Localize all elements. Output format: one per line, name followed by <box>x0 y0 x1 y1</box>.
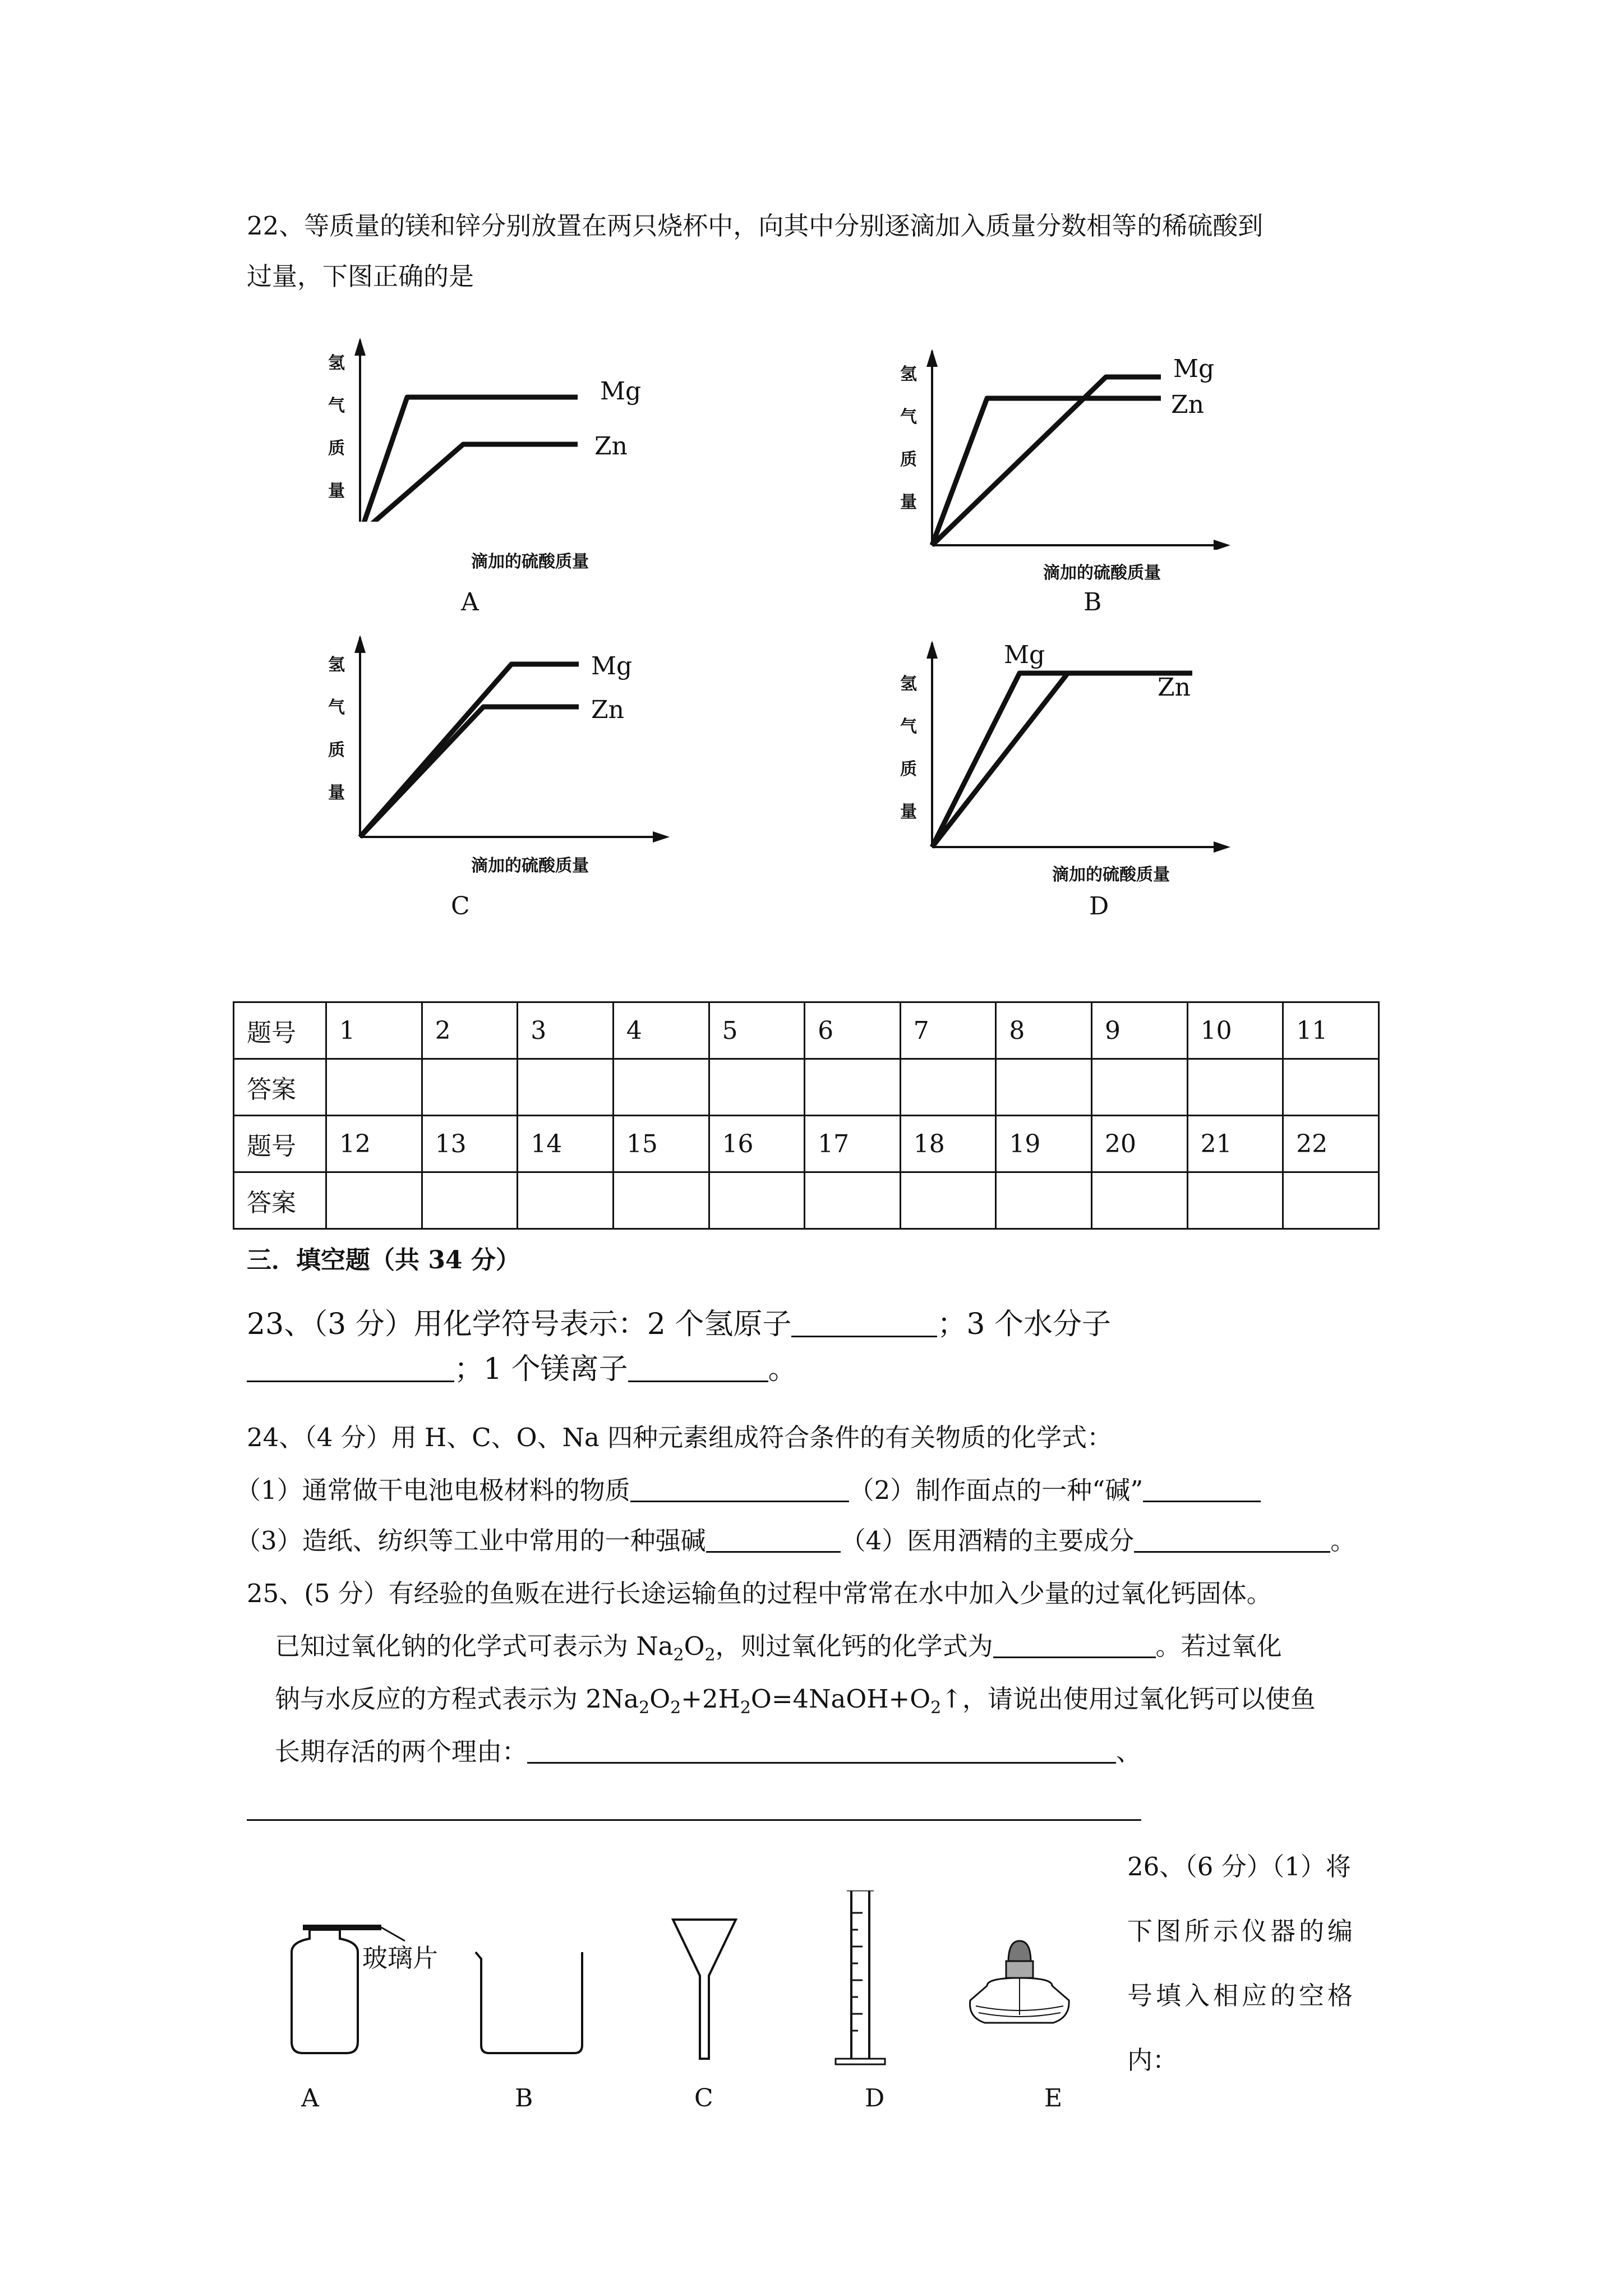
table-cell: 5 <box>709 1002 805 1059</box>
graph-d-y-char-3: 质 <box>900 760 917 779</box>
q25-line4 <box>275 1739 1141 1764</box>
q25-l3e: +2H <box>681 1684 740 1714</box>
graph-c-y-char-4: 量 <box>328 783 345 803</box>
table-cell: 3 <box>518 1002 614 1059</box>
table-cell: 22 <box>1283 1116 1379 1172</box>
answer-header: 答案 <box>234 1059 326 1116</box>
q25-l3c: O <box>649 1684 671 1714</box>
q26-line3: 号填入相应的空格 <box>1127 1981 1357 2010</box>
answer-cell[interactable] <box>805 1059 901 1116</box>
graph-c-x-arrow <box>653 831 670 843</box>
q24-part-1: （1）通常做干电池电极材料的物质 <box>236 1475 630 1505</box>
q25-l2f: 。若过氧化 <box>1155 1631 1282 1661</box>
q25-l3h: 2 <box>930 1698 942 1718</box>
table-cell: 17 <box>805 1116 901 1172</box>
q25-l3b: 2 <box>639 1698 650 1718</box>
graph-c-x-label: 滴加的硫酸质量 <box>471 856 589 876</box>
answer-header: 答案 <box>234 1172 326 1229</box>
section-3-heading: 三．填空题（共 34 分） <box>247 1246 520 1274</box>
graph-a-y-char-2: 气 <box>328 396 345 416</box>
table-cell: 12 <box>326 1116 422 1172</box>
q24-blank-2[interactable] <box>1143 1478 1261 1502</box>
table-cell: 21 <box>1187 1116 1283 1172</box>
table-cell: 1 <box>326 1002 422 1059</box>
apparatus-label-e: E <box>1044 2084 1063 2113</box>
table-cell: 6 <box>805 1002 901 1059</box>
graph-b-mg-line <box>932 377 1161 545</box>
table-row <box>234 1116 1379 1172</box>
graph-c-y-char-3: 质 <box>328 740 345 760</box>
q26-line1: 26、（6 分）（1）将 <box>1127 1852 1351 1881</box>
answer-cell[interactable] <box>518 1059 614 1116</box>
q23-blank-2[interactable] <box>247 1358 454 1382</box>
graph-a-y-char-1: 氢 <box>328 353 345 373</box>
q23-line1 <box>247 1310 1111 1339</box>
graph-d-zn-label: Zn <box>1158 673 1191 702</box>
q22-line1: 22、等质量的镁和锌分别放置在两只烧杯中，向其中分别逐滴加入质量分数相等的稀硫酸到 <box>247 211 1264 241</box>
q24-line1 <box>236 1475 1261 1505</box>
q24-end: 。 <box>1330 1526 1356 1556</box>
graph-b <box>897 348 1234 583</box>
q23-blank-1[interactable] <box>791 1313 937 1337</box>
graph-a-plot <box>320 337 673 522</box>
table-cell: 16 <box>709 1116 805 1172</box>
answer-cell[interactable] <box>1187 1172 1283 1229</box>
graph-a-y-char-4: 量 <box>328 481 345 501</box>
table-cell: 8 <box>996 1002 1092 1059</box>
graph-c-zn-line <box>360 707 579 837</box>
table-row <box>234 1002 1379 1059</box>
q24-part-4: （4）医用酒精的主要成分 <box>840 1526 1135 1556</box>
q25-l3f: 2 <box>740 1698 751 1718</box>
answer-cell[interactable] <box>1187 1059 1283 1116</box>
answer-cell[interactable] <box>900 1059 996 1116</box>
q25-line1: 25、(5 分）有经验的鱼贩在进行长途运输鱼的过程中常常在水中加入少量的过氧化钙固体。 <box>247 1579 1272 1608</box>
graph-a-y-char-3: 质 <box>328 439 345 458</box>
q23-line2 <box>247 1352 797 1386</box>
answer-cell[interactable] <box>613 1059 709 1116</box>
q25-l3i: ↑，请说出使用过氧化钙可以使鱼 <box>941 1684 1316 1714</box>
table-cell: 13 <box>422 1116 518 1172</box>
table-row <box>234 1172 1379 1229</box>
graph-b-y-char-1: 氢 <box>900 365 917 384</box>
q25-line2 <box>275 1631 1282 1665</box>
answer-cell[interactable] <box>326 1059 422 1116</box>
q22-line2: 过量，下图正确的是 <box>247 261 474 291</box>
q25-l4a: 长期存活的两个理由： <box>275 1737 528 1766</box>
q25-blank-3[interactable] <box>247 1819 1141 1821</box>
graph-c-y-char-1: 氢 <box>328 655 345 675</box>
funnel-icon <box>673 1920 736 2059</box>
q24-line2 <box>236 1526 1356 1556</box>
graph-a-caption: A <box>461 588 479 616</box>
graph-a-zn-line <box>360 444 578 522</box>
glass-plate-label: 玻璃片 <box>362 1943 439 1973</box>
answer-cell[interactable] <box>422 1059 518 1116</box>
graph-a-zn-label: Zn <box>594 432 628 461</box>
answer-cell[interactable] <box>518 1172 614 1229</box>
q25-l2a: 已知过氧化钠的化学式可表示为 Na <box>275 1631 674 1661</box>
q23-text-c: ；1 个镁离子 <box>454 1352 628 1386</box>
graph-d-y-char-1: 氢 <box>900 674 917 694</box>
apparatus-label-d: D <box>865 2084 885 2113</box>
graph-c-mg-label: Mg <box>591 652 633 680</box>
q23-text-b: ；3 个水分子 <box>937 1308 1112 1341</box>
q24-title: 24、（4 分）用 H、C、O、Na 四种元素组成符合条件的有关物质的化学式： <box>247 1423 1113 1452</box>
graph-d-caption: D <box>1089 892 1109 921</box>
q25-l3d: 2 <box>670 1698 681 1718</box>
table-cell: 11 <box>1283 1002 1379 1059</box>
graph-d-y-char-4: 量 <box>900 802 917 822</box>
graph-b-x-arrow <box>1214 540 1230 550</box>
q25-l3a: 钠与水反应的方程式表示为 2Na <box>275 1684 639 1714</box>
table-cell: 20 <box>1092 1116 1188 1172</box>
apparatus-label-a: A <box>301 2084 319 2113</box>
question-number-header: 题号 <box>234 1002 326 1059</box>
answer-table <box>233 1001 1380 1230</box>
q24-blank-1[interactable] <box>630 1478 849 1502</box>
graph-d-mg-label: Mg <box>1004 641 1045 669</box>
graph-c-mg-line <box>360 664 579 837</box>
q25-line3 <box>275 1686 1316 1717</box>
q25-blank-1[interactable] <box>993 1634 1156 1658</box>
q24-blank-4[interactable] <box>1134 1529 1330 1553</box>
graph-d <box>897 639 1234 886</box>
answer-cell[interactable] <box>1283 1059 1379 1116</box>
answer-cell[interactable] <box>996 1172 1092 1229</box>
graph-b-caption: B <box>1083 588 1102 616</box>
q26-line4: 内： <box>1127 2045 1178 2075</box>
graph-d-x-arrow <box>1214 841 1230 853</box>
graduated-cylinder-icon <box>836 1890 885 2064</box>
q23-text-d: 。 <box>768 1352 797 1386</box>
answer-cell[interactable] <box>900 1172 996 1229</box>
q25-l2b: 2 <box>673 1645 684 1665</box>
apparatus-label-c: C <box>694 2084 713 2113</box>
answer-cell[interactable] <box>709 1059 805 1116</box>
answer-cell[interactable] <box>996 1059 1092 1116</box>
graph-a-y-arrow <box>354 338 366 356</box>
q24-part-2: （2）制作面点的一种“碱” <box>849 1475 1144 1505</box>
graph-b-mg-label: Mg <box>1173 355 1215 383</box>
q23-blank-3[interactable] <box>628 1358 768 1382</box>
answer-cell[interactable] <box>709 1172 805 1229</box>
graph-c-zn-label: Zn <box>591 696 624 724</box>
graph-d-x-label: 滴加的硫酸质量 <box>1052 865 1170 885</box>
apparatus-drawings <box>258 1890 1133 2104</box>
q26-line2: 下图所示仪器的编 <box>1127 1916 1357 1946</box>
table-cell: 19 <box>996 1116 1092 1172</box>
graph-c-y-char-2: 气 <box>328 698 345 717</box>
graph-b-x-label: 滴加的硫酸质量 <box>1043 563 1161 583</box>
graph-d-y-char-2: 气 <box>900 717 917 737</box>
answer-cell[interactable] <box>1092 1172 1188 1229</box>
apparatus-label-b: B <box>515 2084 533 2113</box>
q25-l2c: O <box>684 1631 705 1661</box>
question-number-header: 题号 <box>234 1116 326 1172</box>
answer-cell[interactable] <box>1283 1172 1379 1229</box>
q23-text-a: 23、（3 分）用化学符号表示：2 个氢原子 <box>247 1308 792 1341</box>
graph-a <box>320 337 673 572</box>
answer-cell[interactable] <box>613 1172 709 1229</box>
table-cell: 2 <box>422 1002 518 1059</box>
graph-c <box>320 634 673 881</box>
q24-part-3: （3）造纸、纺织等工业中常用的一种强碱 <box>236 1526 706 1556</box>
q25-l2d: 2 <box>704 1645 716 1665</box>
graph-b-zn-line <box>932 398 1161 545</box>
graph-b-zn-label: Zn <box>1171 390 1204 419</box>
table-cell: 15 <box>613 1116 709 1172</box>
graph-b-y-char-4: 量 <box>900 493 917 512</box>
beaker-icon <box>476 1952 582 2053</box>
table-cell: 4 <box>613 1002 709 1059</box>
graph-d-mg-line <box>932 673 1192 847</box>
q25-l2e: ，则过氧化钙的化学式为 <box>715 1631 993 1661</box>
graph-b-y-char-2: 气 <box>900 407 917 427</box>
graph-b-y-char-3: 质 <box>900 450 917 470</box>
q24-blank-3[interactable] <box>706 1529 841 1553</box>
table-cell: 10 <box>1187 1002 1283 1059</box>
graph-c-y-arrow <box>354 635 366 653</box>
graph-d-y-arrow <box>926 641 938 659</box>
graph-a-mg-label: Mg <box>600 377 642 406</box>
graph-b-y-arrow <box>926 349 938 367</box>
q25-blank-2[interactable] <box>527 1740 1116 1764</box>
answer-cell[interactable] <box>1092 1059 1188 1116</box>
graph-c-caption: C <box>451 892 470 921</box>
table-cell: 7 <box>900 1002 996 1059</box>
q25-l3g: O=4NaOH+O <box>750 1684 931 1714</box>
answer-cell[interactable] <box>422 1172 518 1229</box>
table-cell: 9 <box>1092 1002 1188 1059</box>
graph-a-x-label: 滴加的硫酸质量 <box>471 552 589 572</box>
alcohol-lamp-icon <box>970 1941 1069 2023</box>
graph-d-plot <box>897 639 1234 853</box>
q25-l4b: 、 <box>1116 1737 1142 1766</box>
answer-cell[interactable] <box>805 1172 901 1229</box>
table-row <box>234 1059 1379 1116</box>
table-cell: 18 <box>900 1116 996 1172</box>
graph-d-zn-line <box>932 673 1192 847</box>
answer-cell[interactable] <box>326 1172 422 1229</box>
table-cell: 14 <box>518 1116 614 1172</box>
